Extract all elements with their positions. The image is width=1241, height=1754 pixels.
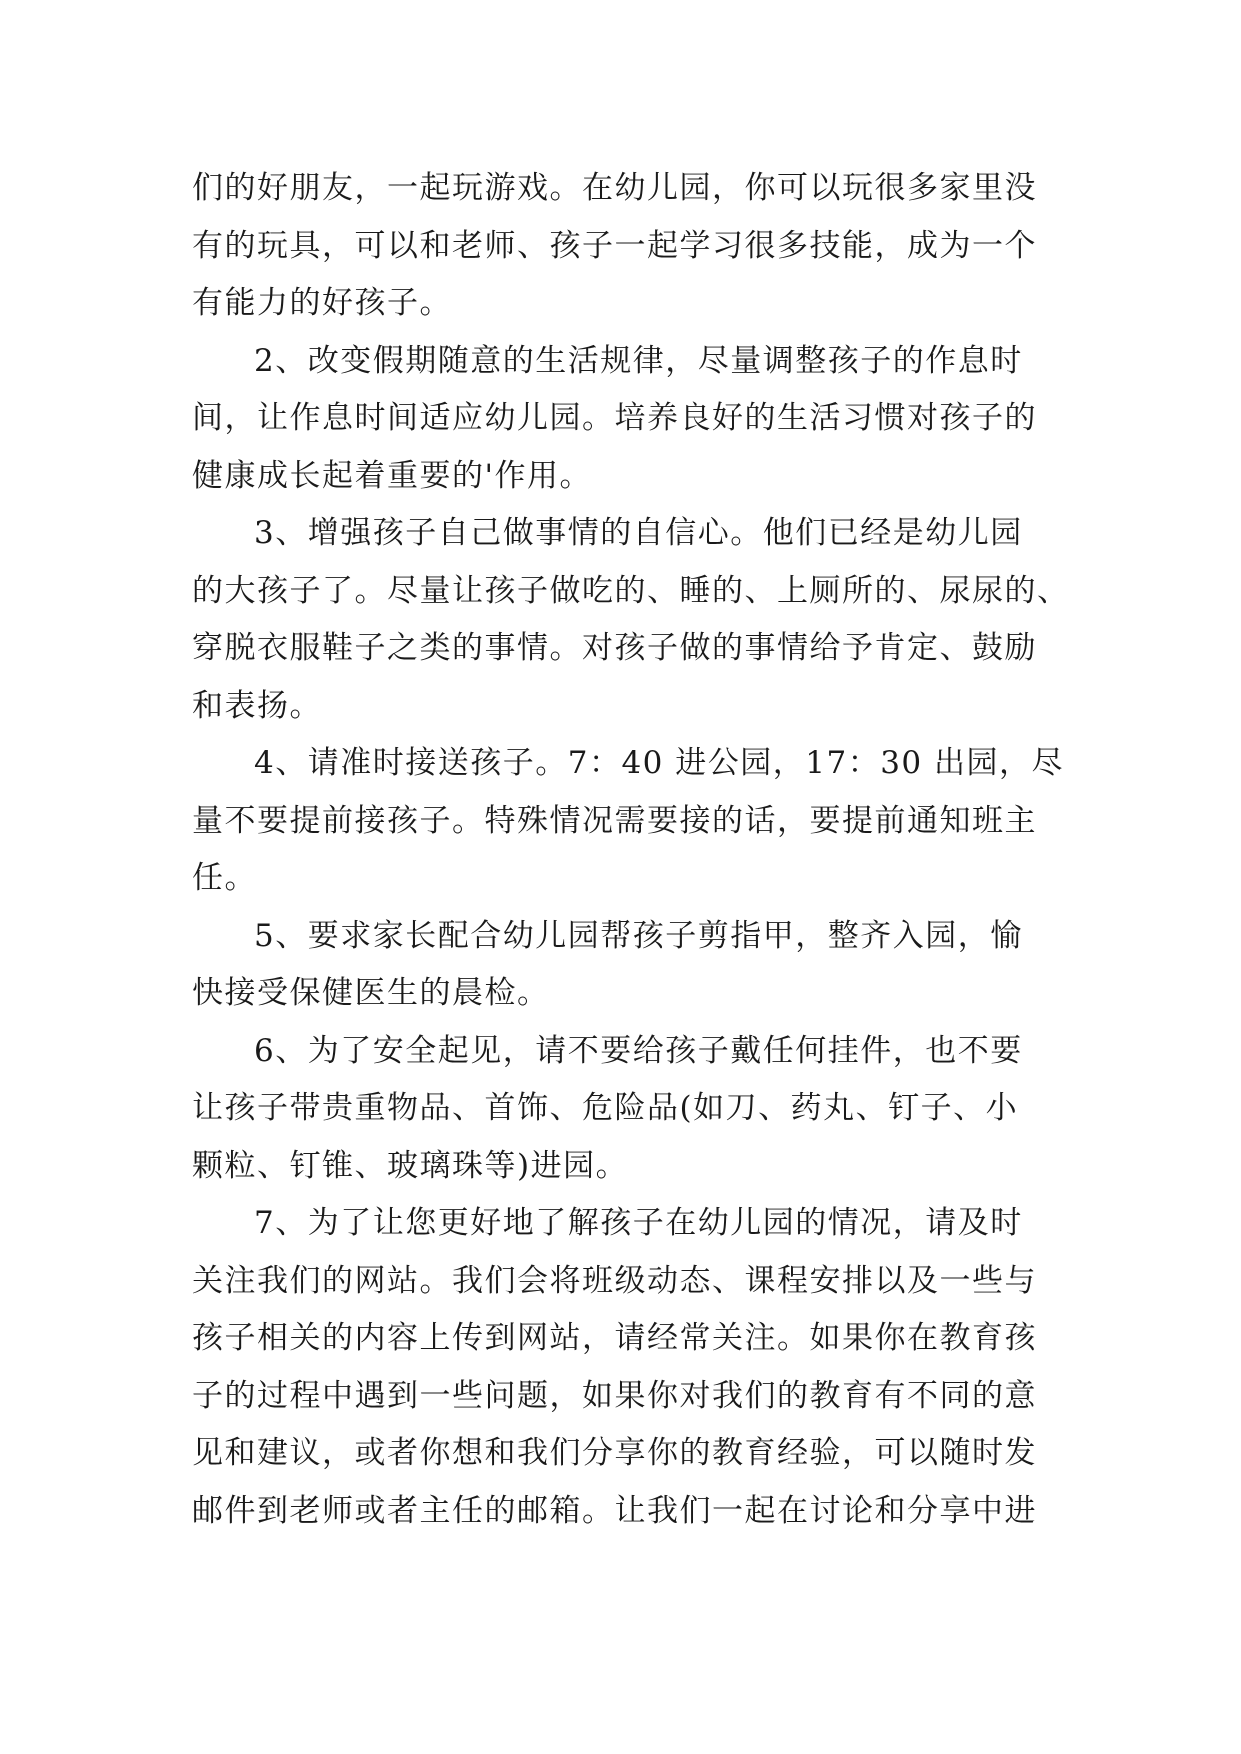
paragraph-5-first-line: 5、要求家长配合幼儿园帮孩子剪指甲，整齐入园，愉 xyxy=(254,917,1023,954)
text-line: 穿脱衣服鞋子之类的事情。对孩子做的事情给予肯定、鼓励 xyxy=(192,630,1037,666)
text-line: 任。 xyxy=(192,860,257,896)
text-line: 的大孩子了。尽量让孩子做吃的、睡的、上厕所的、尿尿的、 xyxy=(192,572,1070,609)
text-line: 和表扬。 xyxy=(192,687,322,724)
paragraph-2-first-line: 2、改变假期随意的生活规律，尽量调整孩子的作息时 xyxy=(254,342,1023,379)
text-line: 有能力的好孩子。 xyxy=(192,285,452,321)
paragraph-4-first-line: 4、请准时接送孩子。7：40 进公园，17：30 出园，尽 xyxy=(254,745,1064,781)
body-text xyxy=(192,160,1070,1540)
text-line: 量不要提前接孩子。特殊情况需要接的话，要提前通知班主 xyxy=(192,802,1037,839)
text-line: 间，让作息时间适应幼儿园。培养良好的生活习惯对孩子的 xyxy=(192,400,1037,436)
text-line: 快接受保健医生的晨检。 xyxy=(192,975,550,1011)
text-line: 让孩子带贵重物品、首饰、危险品(如刀、药丸、钉子、小 xyxy=(192,1090,1019,1126)
text-line: 邮件到老师或者主任的邮箱。让我们一起在讨论和分享中进 xyxy=(192,1492,1037,1529)
text-line: 子的过程中遇到一些问题，如果你对我们的教育有不同的意 xyxy=(192,1377,1037,1414)
text-line: 孩子相关的内容上传到网站，请经常关注。如果你在教育孩 xyxy=(192,1320,1037,1356)
text-line: 见和建议，或者你想和我们分享你的教育经验，可以随时发 xyxy=(192,1435,1037,1471)
text-line: 关注我们的网站。我们会将班级动态、课程安排以及一些与 xyxy=(192,1262,1037,1299)
text-line: 们的好朋友，一起玩游戏。在幼儿园，你可以玩很多家里没 xyxy=(192,170,1037,206)
text-line: 颗粒、钉锥、玻璃珠等)进园。 xyxy=(192,1147,629,1184)
text-line: 有的玩具，可以和老师、孩子一起学习很多技能，成为一个 xyxy=(192,227,1037,264)
text-line: 健康成长起着重要的'作用。 xyxy=(192,457,593,494)
paragraph-3-first-line: 3、增强孩子自己做事情的自信心。他们已经是幼儿园 xyxy=(254,515,1023,551)
paragraph-7-first-line: 7、为了让您更好地了解孩子在幼儿园的情况，请及时 xyxy=(254,1205,1023,1241)
paragraph-6-first-line: 6、为了安全起见，请不要给孩子戴任何挂件，也不要 xyxy=(254,1032,1023,1069)
